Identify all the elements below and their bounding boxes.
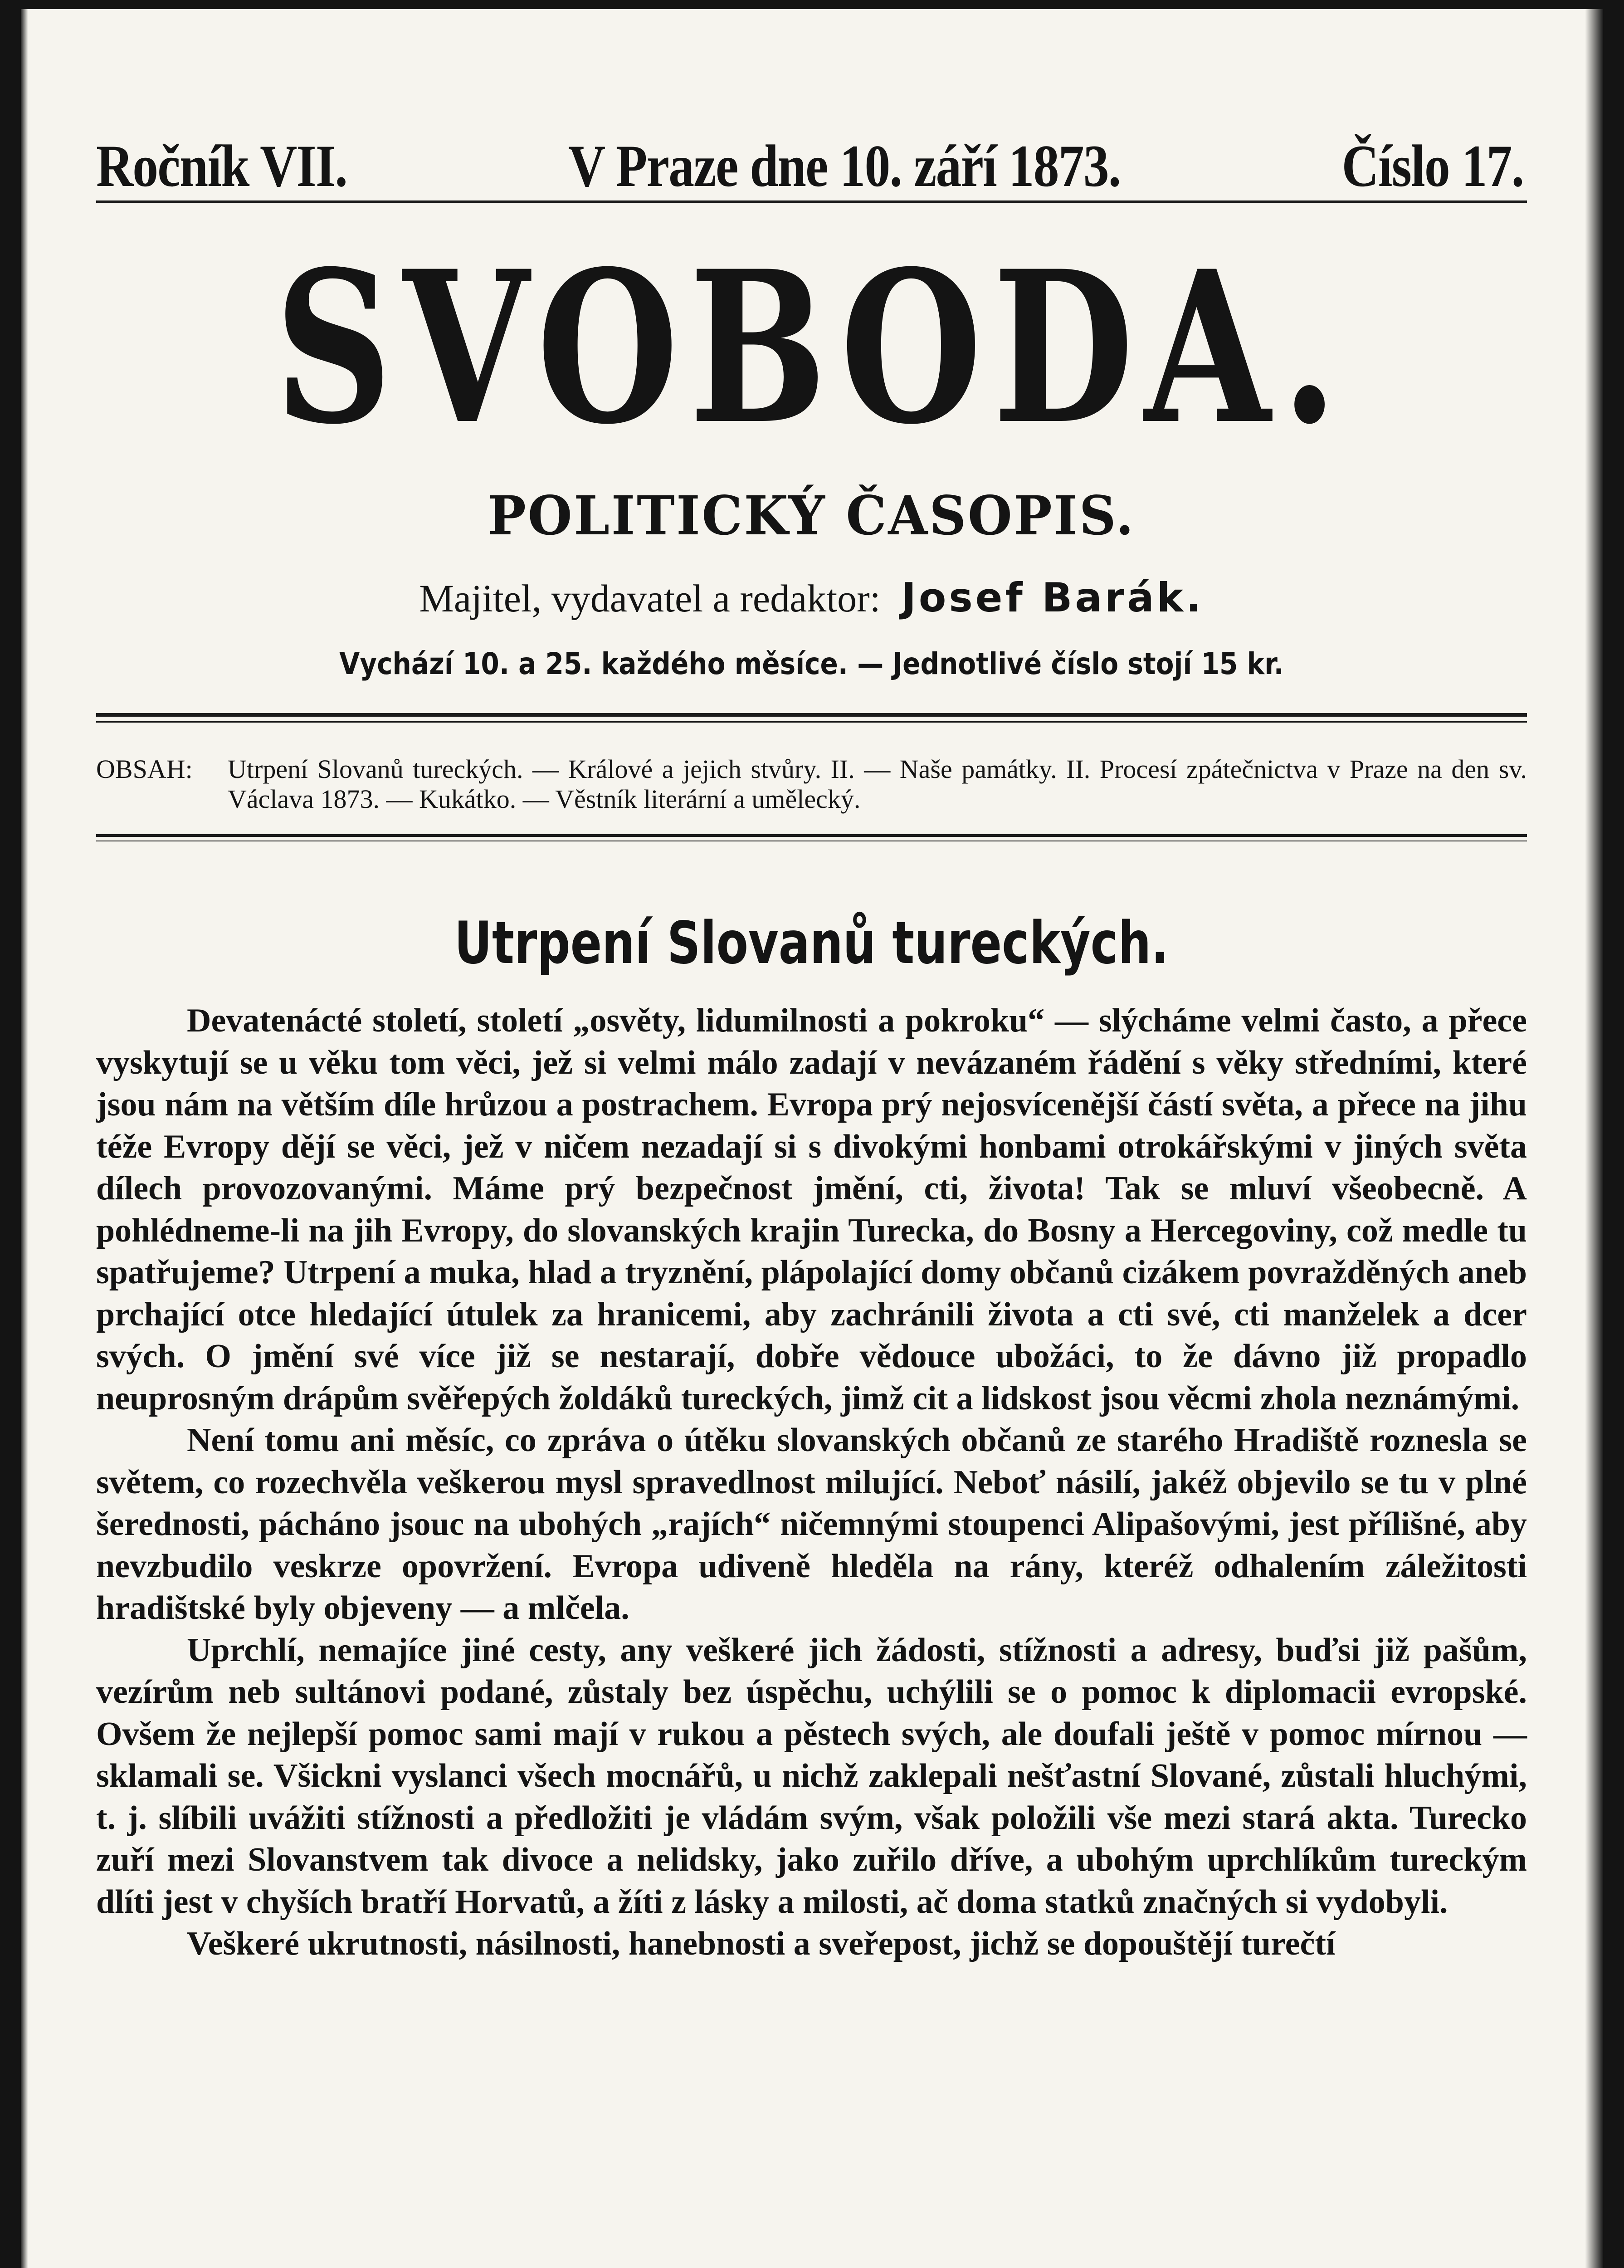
newspaper-subtitle: POLITICKÝ ČASOPIS. [488,484,1136,547]
contents-items: Utrpení Slovanů tureckých. — Králové a jejich stvůry. II. — Naše památky. II. Procesí zpátečnictva v Praze na den sv. Václava 1873. — Kukátko. — Věstník literární a umělecký. [228,754,1527,814]
publisher-label: Majitel, vydavatel a redaktor: [419,577,881,620]
publisher-name: Josef Barák. [901,574,1204,621]
article-body [96,1000,1527,1965]
newspaper-page [21,9,1603,2268]
volume-label: Ročník VII. [96,132,347,199]
table-of-contents [96,754,1527,814]
issue-number: Číslo 17. [1341,132,1524,199]
masthead-rule [96,200,1527,203]
article-paragraph: Devatenácté století, století „osvěty, lidumilnosti a pokroku“ — slýcháme velmi často, a přece vyskytují se u věku tom věci, jež si velmi málo zadají v nevázaném řádění s věky středními, které jsou nám na větším díle hrůzou a postrachem. Evropa prý nejosvícenější částí světa, a přece na jihu téže Evropy dějí se věci, jež v ničem nezadají si s divokými honbami otrokářskými v jiných světa dílech provozovanými. Máme prý bezpečnost jmění, cti, života! Tak se mluví všeobecně. A pohlédneme-li na jih Evropy, do slovanských krajin Turecka, do Bosny a Hercegoviny, což medle tu spatřujeme? Utrpení a muka, hlad a tryznění, plápolající domy občanů cizákem povražděných aneb prchající otce hledající útulek za hranicemi, aby zachránili života a cti své, cti manželek a dcer svých. O jmění své více již se nestarají, dobře vědouce ubožáci, to že dávno již propadlo neuprosným drápům svěřepých žoldáků tureckých, jimž cit a lidskost jsou věcmi zhola neznámými. [96,1002,1527,1417]
header-divider [96,713,1527,723]
page-content [96,132,1527,1965]
issue-info: Vychází 10. a 25. každého měsíce. — Jednotlivé číslo stojí 15 kr. [339,646,1284,681]
contents-label: OBSAH: [96,754,193,784]
article-paragraph: Není tomu ani měsíc, co zpráva o útěku slovanských občanů ze starého Hradiště roznesla se světem, co rozechvěla veškerou mysl spravedlnost milující. Neboť násilí, jakéž objevilo se tu v plné šerednosti, pácháno jsouc na ubohých „rajích“ ničemnými stoupenci Alipašovými, jest přílišné, aby nevzbudilo veskrze opovržení. Evropa udiveně hleděla na rány, kteréž odhalením záležitosti hradištské byly objeveny — a mlčela. [96,1422,1527,1627]
article-paragraph: Uprchlí, nemajíce jiné cesty, any veškeré jich žádosti, stížnosti a adresy, buďsi již pašům, vezírům neb sultánovi podané, zůstaly bez úspěchu, uchýlili se o pomoc k diplomacii evropské. Ovšem že nejlepší pomoc sami mají v rukou a pěstech svých, ale doufali ještě v pomoc mírnou — sklamali se. Všickni vyslanci všech mocnářů, u nichž zaklepali nešťastní Slované, zůstali hluchými, t. j. slíbili uvážiti stížnosti a předložiti je vládám svým, však položili vše mezi stará akta. Turecko zuří mezi Slovanstvem tak divoce a nelidsky, jako zuřilo dříve, a ubohým uprchlíkům tureckým dlíti jest v chyších bratří Horvatů, a žíti z lásky a milosti, ač doma statků značných si vydobyli. [96,1631,1527,1921]
contents-divider [96,834,1527,841]
article-title: Utrpení Slovanů tureckých. [454,909,1169,977]
page-edge-left [21,9,28,2268]
dateline: V Praze dne 10. září 1873. [568,132,1121,199]
masthead-header [96,132,1524,199]
newspaper-title: SVOBODA. [274,225,1349,470]
publisher-line [96,574,1527,621]
article-paragraph: Veškeré ukrutnosti, násilnosti, hanebnosti a sveřepost, jichž se dopouštějí turečtí [187,1925,1336,1962]
page-edge-right [1585,9,1603,2268]
